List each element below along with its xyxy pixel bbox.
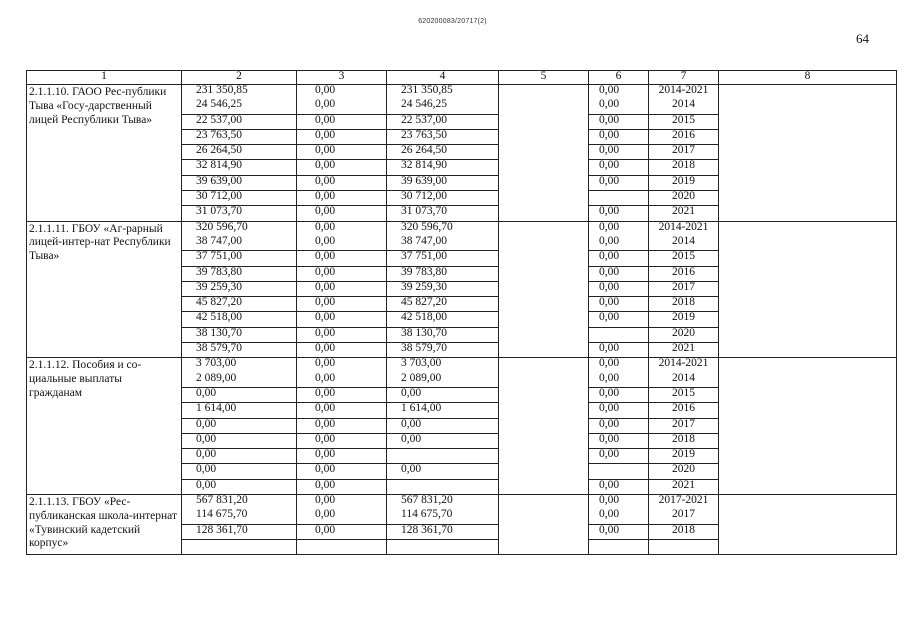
- cell-col-4: [387, 479, 499, 494]
- cell-col-6: 0,00: [589, 221, 649, 236]
- cell-col-7: 2014: [649, 236, 719, 251]
- cell-col-8: [719, 221, 897, 358]
- cell-col-3: 0,00: [297, 236, 387, 251]
- cell-col-2: 23 763,50: [182, 129, 297, 144]
- cell-col-5: [499, 449, 589, 464]
- cell-col-7: 2017-2021: [649, 495, 719, 510]
- cell-col-7: 2014: [649, 373, 719, 388]
- cell-col-3: 0,00: [297, 191, 387, 206]
- cell-col-2: [182, 539, 297, 554]
- cell-col-8: [719, 358, 897, 495]
- cell-col-7: [649, 539, 719, 554]
- cell-col-3: 0,00: [297, 403, 387, 418]
- cell-col-4: 0,00: [387, 418, 499, 433]
- cell-col-2: 26 264,50: [182, 145, 297, 160]
- cell-col-4: 26 264,50: [387, 145, 499, 160]
- cell-col-4: 39 639,00: [387, 175, 499, 190]
- cell-col-5: [499, 251, 589, 266]
- cell-col-3: 0,00: [297, 114, 387, 129]
- cell-col-6: 0,00: [589, 85, 649, 100]
- cell-col-4: 39 783,80: [387, 266, 499, 281]
- cell-col-2: 31 073,70: [182, 206, 297, 221]
- cell-col-3: 0,00: [297, 358, 387, 373]
- cell-col-7: 2019: [649, 312, 719, 327]
- cell-col-4: 2 089,00: [387, 373, 499, 388]
- cell-col-5: [499, 312, 589, 327]
- cell-col-4: 128 361,70: [387, 524, 499, 539]
- budget-table: [26, 70, 897, 555]
- table-row: [27, 358, 897, 373]
- cell-col-5: [499, 433, 589, 448]
- cell-col-7: 2017: [649, 509, 719, 524]
- cell-col-2: 567 831,20: [182, 495, 297, 510]
- cell-col-5: [499, 343, 589, 358]
- cell-col-2: 231 350,85: [182, 85, 297, 100]
- cell-col-4: 39 259,30: [387, 281, 499, 296]
- cell-col-6: 0,00: [589, 99, 649, 114]
- cell-col-7: 2015: [649, 387, 719, 402]
- cell-col-3: 0,00: [297, 312, 387, 327]
- cell-col-3: 0,00: [297, 129, 387, 144]
- cell-col-3: 0,00: [297, 479, 387, 494]
- cell-col-6: 0,00: [589, 449, 649, 464]
- cell-col-3: 0,00: [297, 175, 387, 190]
- cell-col-5: [499, 221, 589, 236]
- cell-col-7: 2014-2021: [649, 221, 719, 236]
- cell-col-3: 0,00: [297, 206, 387, 221]
- cell-col-5: [499, 327, 589, 342]
- cell-col-3: 0,00: [297, 449, 387, 464]
- cell-col-4: 38 579,70: [387, 343, 499, 358]
- cell-col-7: 2015: [649, 114, 719, 129]
- table-row: [27, 221, 897, 236]
- cell-col-7: 2018: [649, 524, 719, 539]
- cell-col-3: 0,00: [297, 85, 387, 100]
- column-header: 2: [182, 71, 297, 85]
- cell-col-4: 42 518,00: [387, 312, 499, 327]
- cell-col-7: 2021: [649, 343, 719, 358]
- cell-col-2: 320 596,70: [182, 221, 297, 236]
- cell-col-5: [499, 539, 589, 554]
- cell-col-5: [499, 129, 589, 144]
- cell-col-6: 0,00: [589, 509, 649, 524]
- cell-col-5: [499, 358, 589, 373]
- cell-col-7: 2014-2021: [649, 85, 719, 100]
- cell-col-4: 37 751,00: [387, 251, 499, 266]
- document-code: 620200083/20717(2): [418, 18, 487, 25]
- column-header: 6: [589, 71, 649, 85]
- cell-col-4: 0,00: [387, 387, 499, 402]
- cell-col-4: 231 350,85: [387, 85, 499, 100]
- cell-col-4: 320 596,70: [387, 221, 499, 236]
- column-header: 8: [719, 71, 897, 85]
- cell-col-4: 38 747,00: [387, 236, 499, 251]
- cell-col-5: [499, 160, 589, 175]
- cell-col-7: 2017: [649, 418, 719, 433]
- cell-col-5: [499, 403, 589, 418]
- cell-col-3: 0,00: [297, 433, 387, 448]
- cell-col-7: 2016: [649, 129, 719, 144]
- measure-name: 2.1.1.13. ГБОУ «Рес-публиканская школа-интернат «Тувинский кадетский корпус»: [27, 495, 182, 555]
- cell-col-6: 0,00: [589, 251, 649, 266]
- cell-col-5: [499, 479, 589, 494]
- cell-col-4: 32 814,90: [387, 160, 499, 175]
- cell-col-5: [499, 206, 589, 221]
- cell-col-5: [499, 236, 589, 251]
- cell-col-4: 23 763,50: [387, 129, 499, 144]
- cell-col-7: 2020: [649, 464, 719, 479]
- cell-col-5: [499, 99, 589, 114]
- cell-col-3: 0,00: [297, 99, 387, 114]
- cell-col-5: [499, 145, 589, 160]
- cell-col-6: 0,00: [589, 495, 649, 510]
- cell-col-3: 0,00: [297, 524, 387, 539]
- cell-col-2: 38 579,70: [182, 343, 297, 358]
- cell-col-2: 0,00: [182, 449, 297, 464]
- cell-col-5: [499, 373, 589, 388]
- cell-col-5: [499, 114, 589, 129]
- cell-col-6: 0,00: [589, 312, 649, 327]
- cell-col-4: [387, 539, 499, 554]
- page-number: 64: [856, 31, 869, 46]
- cell-col-3: 0,00: [297, 373, 387, 388]
- cell-col-6: [589, 539, 649, 554]
- cell-col-6: 0,00: [589, 236, 649, 251]
- cell-col-3: 0,00: [297, 160, 387, 175]
- cell-col-2: 3 703,00: [182, 358, 297, 373]
- cell-col-2: 2 089,00: [182, 373, 297, 388]
- cell-col-2: 39 783,80: [182, 266, 297, 281]
- cell-col-7: 2020: [649, 327, 719, 342]
- cell-col-6: [589, 464, 649, 479]
- cell-col-6: 0,00: [589, 297, 649, 312]
- cell-col-4: 1 614,00: [387, 403, 499, 418]
- cell-col-3: 0,00: [297, 509, 387, 524]
- cell-col-5: [499, 281, 589, 296]
- cell-col-6: 0,00: [589, 343, 649, 358]
- column-header: 1: [27, 71, 182, 85]
- cell-col-7: 2017: [649, 145, 719, 160]
- cell-col-6: 0,00: [589, 479, 649, 494]
- column-header: 3: [297, 71, 387, 85]
- cell-col-2: 30 712,00: [182, 191, 297, 206]
- cell-col-4: 114 675,70: [387, 509, 499, 524]
- cell-col-3: [297, 539, 387, 554]
- cell-col-6: 0,00: [589, 281, 649, 296]
- cell-col-3: 0,00: [297, 343, 387, 358]
- table-row: [27, 495, 897, 510]
- cell-col-3: 0,00: [297, 251, 387, 266]
- cell-col-5: [499, 418, 589, 433]
- cell-col-2: 38 130,70: [182, 327, 297, 342]
- cell-col-4: 38 130,70: [387, 327, 499, 342]
- cell-col-7: 2019: [649, 175, 719, 190]
- cell-col-2: 114 675,70: [182, 509, 297, 524]
- cell-col-4: 24 546,25: [387, 99, 499, 114]
- cell-col-2: 38 747,00: [182, 236, 297, 251]
- cell-col-4: 22 537,00: [387, 114, 499, 129]
- cell-col-2: 45 827,20: [182, 297, 297, 312]
- cell-col-6: 0,00: [589, 387, 649, 402]
- cell-col-7: 2016: [649, 266, 719, 281]
- cell-col-5: [499, 387, 589, 402]
- cell-col-7: 2014: [649, 99, 719, 114]
- cell-col-7: 2020: [649, 191, 719, 206]
- cell-col-6: 0,00: [589, 433, 649, 448]
- cell-col-4: 567 831,20: [387, 495, 499, 510]
- cell-col-6: 0,00: [589, 373, 649, 388]
- cell-col-2: 1 614,00: [182, 403, 297, 418]
- column-header: 5: [499, 71, 589, 85]
- cell-col-2: 128 361,70: [182, 524, 297, 539]
- cell-col-3: 0,00: [297, 281, 387, 296]
- cell-col-3: 0,00: [297, 145, 387, 160]
- cell-col-7: 2017: [649, 281, 719, 296]
- cell-col-6: 0,00: [589, 114, 649, 129]
- cell-col-8: [719, 85, 897, 222]
- cell-col-4: 0,00: [387, 464, 499, 479]
- cell-col-5: [499, 266, 589, 281]
- cell-col-3: 0,00: [297, 221, 387, 236]
- cell-col-7: 2016: [649, 403, 719, 418]
- cell-col-4: 30 712,00: [387, 191, 499, 206]
- cell-col-2: 22 537,00: [182, 114, 297, 129]
- cell-col-5: [499, 495, 589, 510]
- cell-col-6: 0,00: [589, 266, 649, 281]
- cell-col-7: 2018: [649, 297, 719, 312]
- cell-col-6: 0,00: [589, 160, 649, 175]
- cell-col-2: 0,00: [182, 418, 297, 433]
- cell-col-2: 0,00: [182, 479, 297, 494]
- cell-col-5: [499, 85, 589, 100]
- cell-col-7: 2015: [649, 251, 719, 266]
- cell-col-7: 2018: [649, 160, 719, 175]
- cell-col-3: 0,00: [297, 418, 387, 433]
- cell-col-2: 24 546,25: [182, 99, 297, 114]
- cell-col-6: 0,00: [589, 524, 649, 539]
- cell-col-5: [499, 191, 589, 206]
- cell-col-3: 0,00: [297, 495, 387, 510]
- cell-col-2: 42 518,00: [182, 312, 297, 327]
- cell-col-5: [499, 175, 589, 190]
- cell-col-4: 45 827,20: [387, 297, 499, 312]
- cell-col-2: 39 639,00: [182, 175, 297, 190]
- cell-col-2: 0,00: [182, 387, 297, 402]
- cell-col-6: 0,00: [589, 403, 649, 418]
- cell-col-6: 0,00: [589, 206, 649, 221]
- cell-col-3: 0,00: [297, 266, 387, 281]
- cell-col-2: 0,00: [182, 433, 297, 448]
- cell-col-7: 2014-2021: [649, 358, 719, 373]
- cell-col-6: 0,00: [589, 145, 649, 160]
- cell-col-2: 32 814,90: [182, 160, 297, 175]
- cell-col-2: 37 751,00: [182, 251, 297, 266]
- column-header: 4: [387, 71, 499, 85]
- table-body: [27, 85, 897, 555]
- cell-col-3: 0,00: [297, 327, 387, 342]
- cell-col-4: 0,00: [387, 433, 499, 448]
- measure-name: 2.1.1.11. ГБОУ «Аг-рарный лицей-интер-нат Республики Тыва»: [27, 221, 182, 358]
- table-row: [27, 85, 897, 100]
- cell-col-7: 2018: [649, 433, 719, 448]
- measure-name: 2.1.1.10. ГАОО Рес-публики Тыва «Госу-дарственный лицей Республики Тыва»: [27, 85, 182, 222]
- cell-col-6: [589, 191, 649, 206]
- cell-col-4: 31 073,70: [387, 206, 499, 221]
- cell-col-5: [499, 509, 589, 524]
- cell-col-2: 39 259,30: [182, 281, 297, 296]
- cell-col-6: 0,00: [589, 175, 649, 190]
- cell-col-4: 3 703,00: [387, 358, 499, 373]
- measure-name: 2.1.1.12. Пособия и со-циальные выплаты гражданам: [27, 358, 182, 495]
- cell-col-2: 0,00: [182, 464, 297, 479]
- column-header: 7: [649, 71, 719, 85]
- cell-col-7: 2019: [649, 449, 719, 464]
- cell-col-6: 0,00: [589, 418, 649, 433]
- cell-col-5: [499, 524, 589, 539]
- cell-col-8: [719, 495, 897, 555]
- cell-col-3: 0,00: [297, 387, 387, 402]
- cell-col-5: [499, 464, 589, 479]
- cell-col-7: 2021: [649, 206, 719, 221]
- cell-col-6: 0,00: [589, 129, 649, 144]
- cell-col-3: 0,00: [297, 464, 387, 479]
- cell-col-7: 2021: [649, 479, 719, 494]
- cell-col-5: [499, 297, 589, 312]
- cell-col-4: [387, 449, 499, 464]
- cell-col-3: 0,00: [297, 297, 387, 312]
- cell-col-6: [589, 327, 649, 342]
- cell-col-6: 0,00: [589, 358, 649, 373]
- table-header-row: [27, 71, 897, 85]
